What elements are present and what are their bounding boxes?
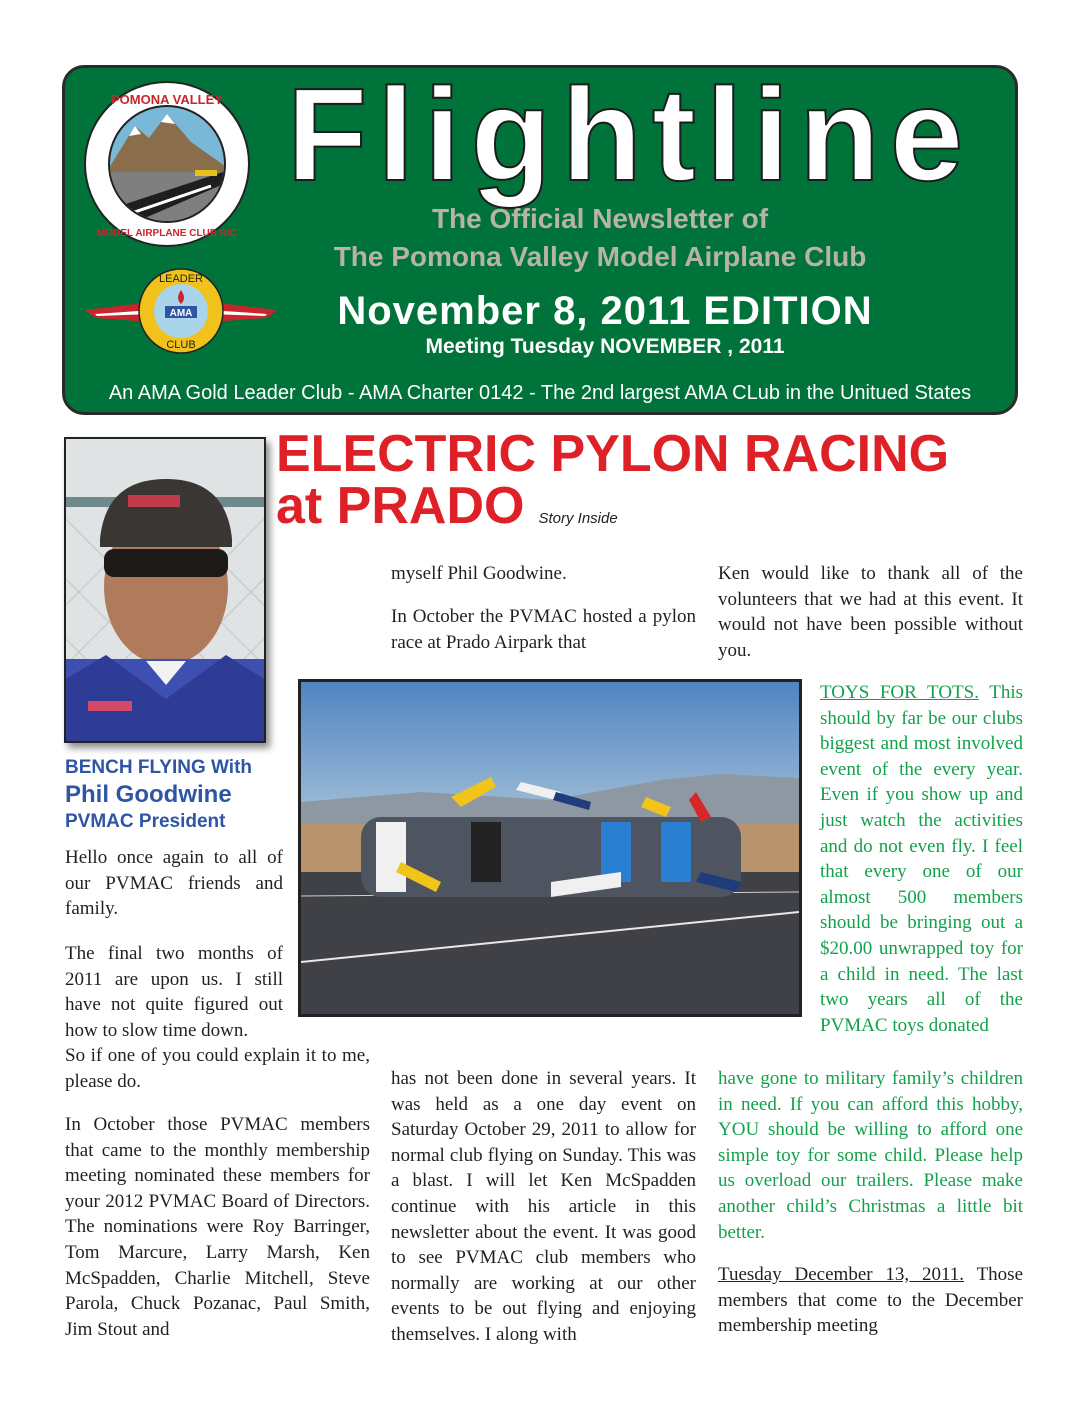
newsletter-subtitle <box>285 200 915 276</box>
column1-paragraph-3: In October those PVMAC members that came to the monthly membership meeting nominated these members for your 2012 PVMAC Board of Directors. The nominations were Roy Barringer, Tom Marcure, Larry Marsh, Ken McSpadden, Charlie Mitchell, Steve Parola, Chuck Pozanac, Paul Smith, Jim Stout and <box>65 1114 370 1340</box>
december-meeting-paragraph <box>718 1262 1023 1339</box>
column1-paragraph-2b: So if one of you could explain it to me, please do. <box>65 1045 370 1092</box>
headline-line-2-wrap <box>276 477 996 545</box>
meeting-date: Meeting Tuesday NOVEMBER , 2011 <box>425 335 785 358</box>
december-meeting-heading: Tuesday December 13, 2011. <box>718 1264 965 1285</box>
toys-for-tots-paragraph-b: have gone to military family’s children in need. If you can afford this hobby, YOU should be willing to afford one simple toy for some child. Please help us overload our trailers. Please make another child’s Christmas a little bit better. <box>718 1068 1023 1243</box>
column2-paragraph-1: myself Phil Goodwine. <box>391 563 567 584</box>
edition-date: November 8, 2011 EDITION <box>337 289 873 333</box>
toys-for-tots-heading: TOYS FOR TOTS. <box>820 682 979 703</box>
column1-paragraph-1: Hello once again to all of our PVMAC friends and family. <box>65 847 283 920</box>
logo-club-text: CLUB <box>166 339 196 351</box>
masthead <box>62 61 1018 415</box>
headline-line-1: ELECTRIC PYLON RACING <box>276 425 950 483</box>
toys-for-tots-body-a: This should by far be our clubs biggest and most involved event of the every year. Even if you show up and just watch the activities and do not even fly. I feel that every one of our almost 500 members should be bringing out a $20.00 unwrapped toy for a child in need. The last two years all of the PVMAC toys donated <box>820 682 1023 1036</box>
portrait-image <box>66 439 264 741</box>
newsletter-title: Flightline <box>286 61 974 208</box>
december-meeting-body: Those members that come to the December membership meeting <box>718 1264 1023 1337</box>
headline-line-2: at PRADO <box>276 477 525 535</box>
main-headline <box>276 425 996 545</box>
logo-leader-text: LEADER <box>158 273 204 285</box>
pvmac-club-logo <box>83 80 251 248</box>
group-photo-image <box>301 682 799 1014</box>
story-inside-note: Story Inside <box>538 510 618 527</box>
author-name: Phil Goodwine <box>65 781 232 808</box>
author-role: PVMAC President <box>65 811 226 832</box>
logo-bottom-text: MODEL AIRPLANE CLUB R/C <box>97 228 237 239</box>
column-title: BENCH FLYING With <box>65 757 253 778</box>
column3-paragraph-1: Ken would like to thank all of the volunteers that we had at this event. It would not have been possible without you. <box>718 563 1023 661</box>
portrait-photo <box>64 437 266 743</box>
logo-top-text: POMONA VALLEY <box>111 92 223 107</box>
ama-leader-club-logo <box>83 266 279 356</box>
byline <box>65 756 295 834</box>
column2-paragraph-2a: In October the PVMAC hosted a pylon race at Prado Airpark that <box>391 606 696 653</box>
group-photo <box>298 679 802 1017</box>
subtitle-line-2: The Pomona Valley Model Airplane Club <box>333 241 867 272</box>
column2-paragraph-2b: has not been done in several years. It was held as a one day event on Saturday October 29, 2011 to allow for normal club flying on Sunday. This was a blast. I will let Ken McSpadden continue with his article in this newsletter about the event. It was good to see PVMAC club members who normally are working at our other events to be out flying and enjoying themselves. I along with <box>391 1068 696 1345</box>
toys-for-tots-paragraph-a <box>820 680 1023 1038</box>
logo-ama-text: AMA <box>169 308 193 319</box>
subtitle-line-1: The Official Newsletter of <box>431 203 769 234</box>
club-tagline: An AMA Gold Leader Club - AMA Charter 0142 - The 2nd largest AMA CLub in the Unitued States <box>108 382 972 404</box>
column1-paragraph-2a: The final two months of 2011 are upon us. I still have not quite figured out how to slow time down. <box>65 943 283 1041</box>
